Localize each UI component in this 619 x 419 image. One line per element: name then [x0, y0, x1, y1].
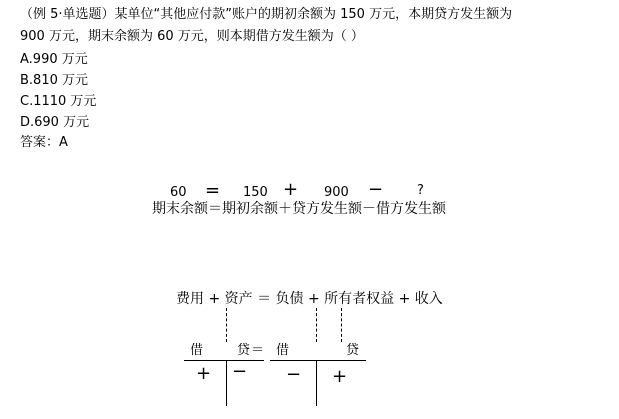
right-t-horizontal-line [270, 360, 366, 361]
option-d: D.690 万元 [20, 115, 90, 130]
left-t-credit-label: 贷 [237, 343, 251, 358]
accounting-equation: 费用 + 资产 ＝ 负债 + 所有者权益 + 收入 [176, 291, 443, 307]
right-t-credit-sign: + [332, 366, 348, 387]
question-line-2: 900 万元，期末余额为 60 万元，则本期借方发生额为（ ） [20, 29, 364, 44]
dashed-connector-asset [226, 308, 227, 342]
answer: 答案：A [20, 135, 68, 150]
left-t-vertical-line [226, 360, 227, 406]
formula-plus: + [283, 179, 299, 200]
formula-value-credit: 900 [324, 185, 349, 200]
right-t-vertical-line [316, 360, 317, 406]
formula-unknown: ? [417, 183, 424, 198]
option-c: C.1110 万元 [20, 94, 97, 109]
option-b: B.810 万元 [20, 73, 88, 88]
right-t-credit-label: 贷 [346, 343, 360, 358]
t-accounts-equals: ＝ [251, 343, 265, 358]
right-t-debit-label: 借 [276, 343, 290, 358]
dashed-connector-equity [341, 308, 342, 342]
formula-equals: = [205, 180, 221, 201]
option-a: A.990 万元 [20, 52, 88, 67]
right-t-debit-sign: − [286, 364, 302, 385]
formula-value-opening: 150 [243, 185, 268, 200]
formula-text: 期末余额＝期初余额＋贷方发生额－借方发生额 [152, 201, 446, 217]
formula-value-ending: 60 [170, 185, 187, 200]
left-t-horizontal-line [184, 360, 264, 361]
left-t-debit-sign: + [196, 363, 212, 384]
left-t-credit-sign: − [232, 361, 248, 382]
question-line-1: （例 5·单选题）某单位“其他应付款”账户的期初余额为 150 万元，本期贷方发生额为 [20, 7, 513, 22]
left-t-debit-label: 借 [190, 343, 204, 358]
dashed-connector-liability [316, 308, 317, 342]
formula-minus: − [368, 179, 384, 200]
